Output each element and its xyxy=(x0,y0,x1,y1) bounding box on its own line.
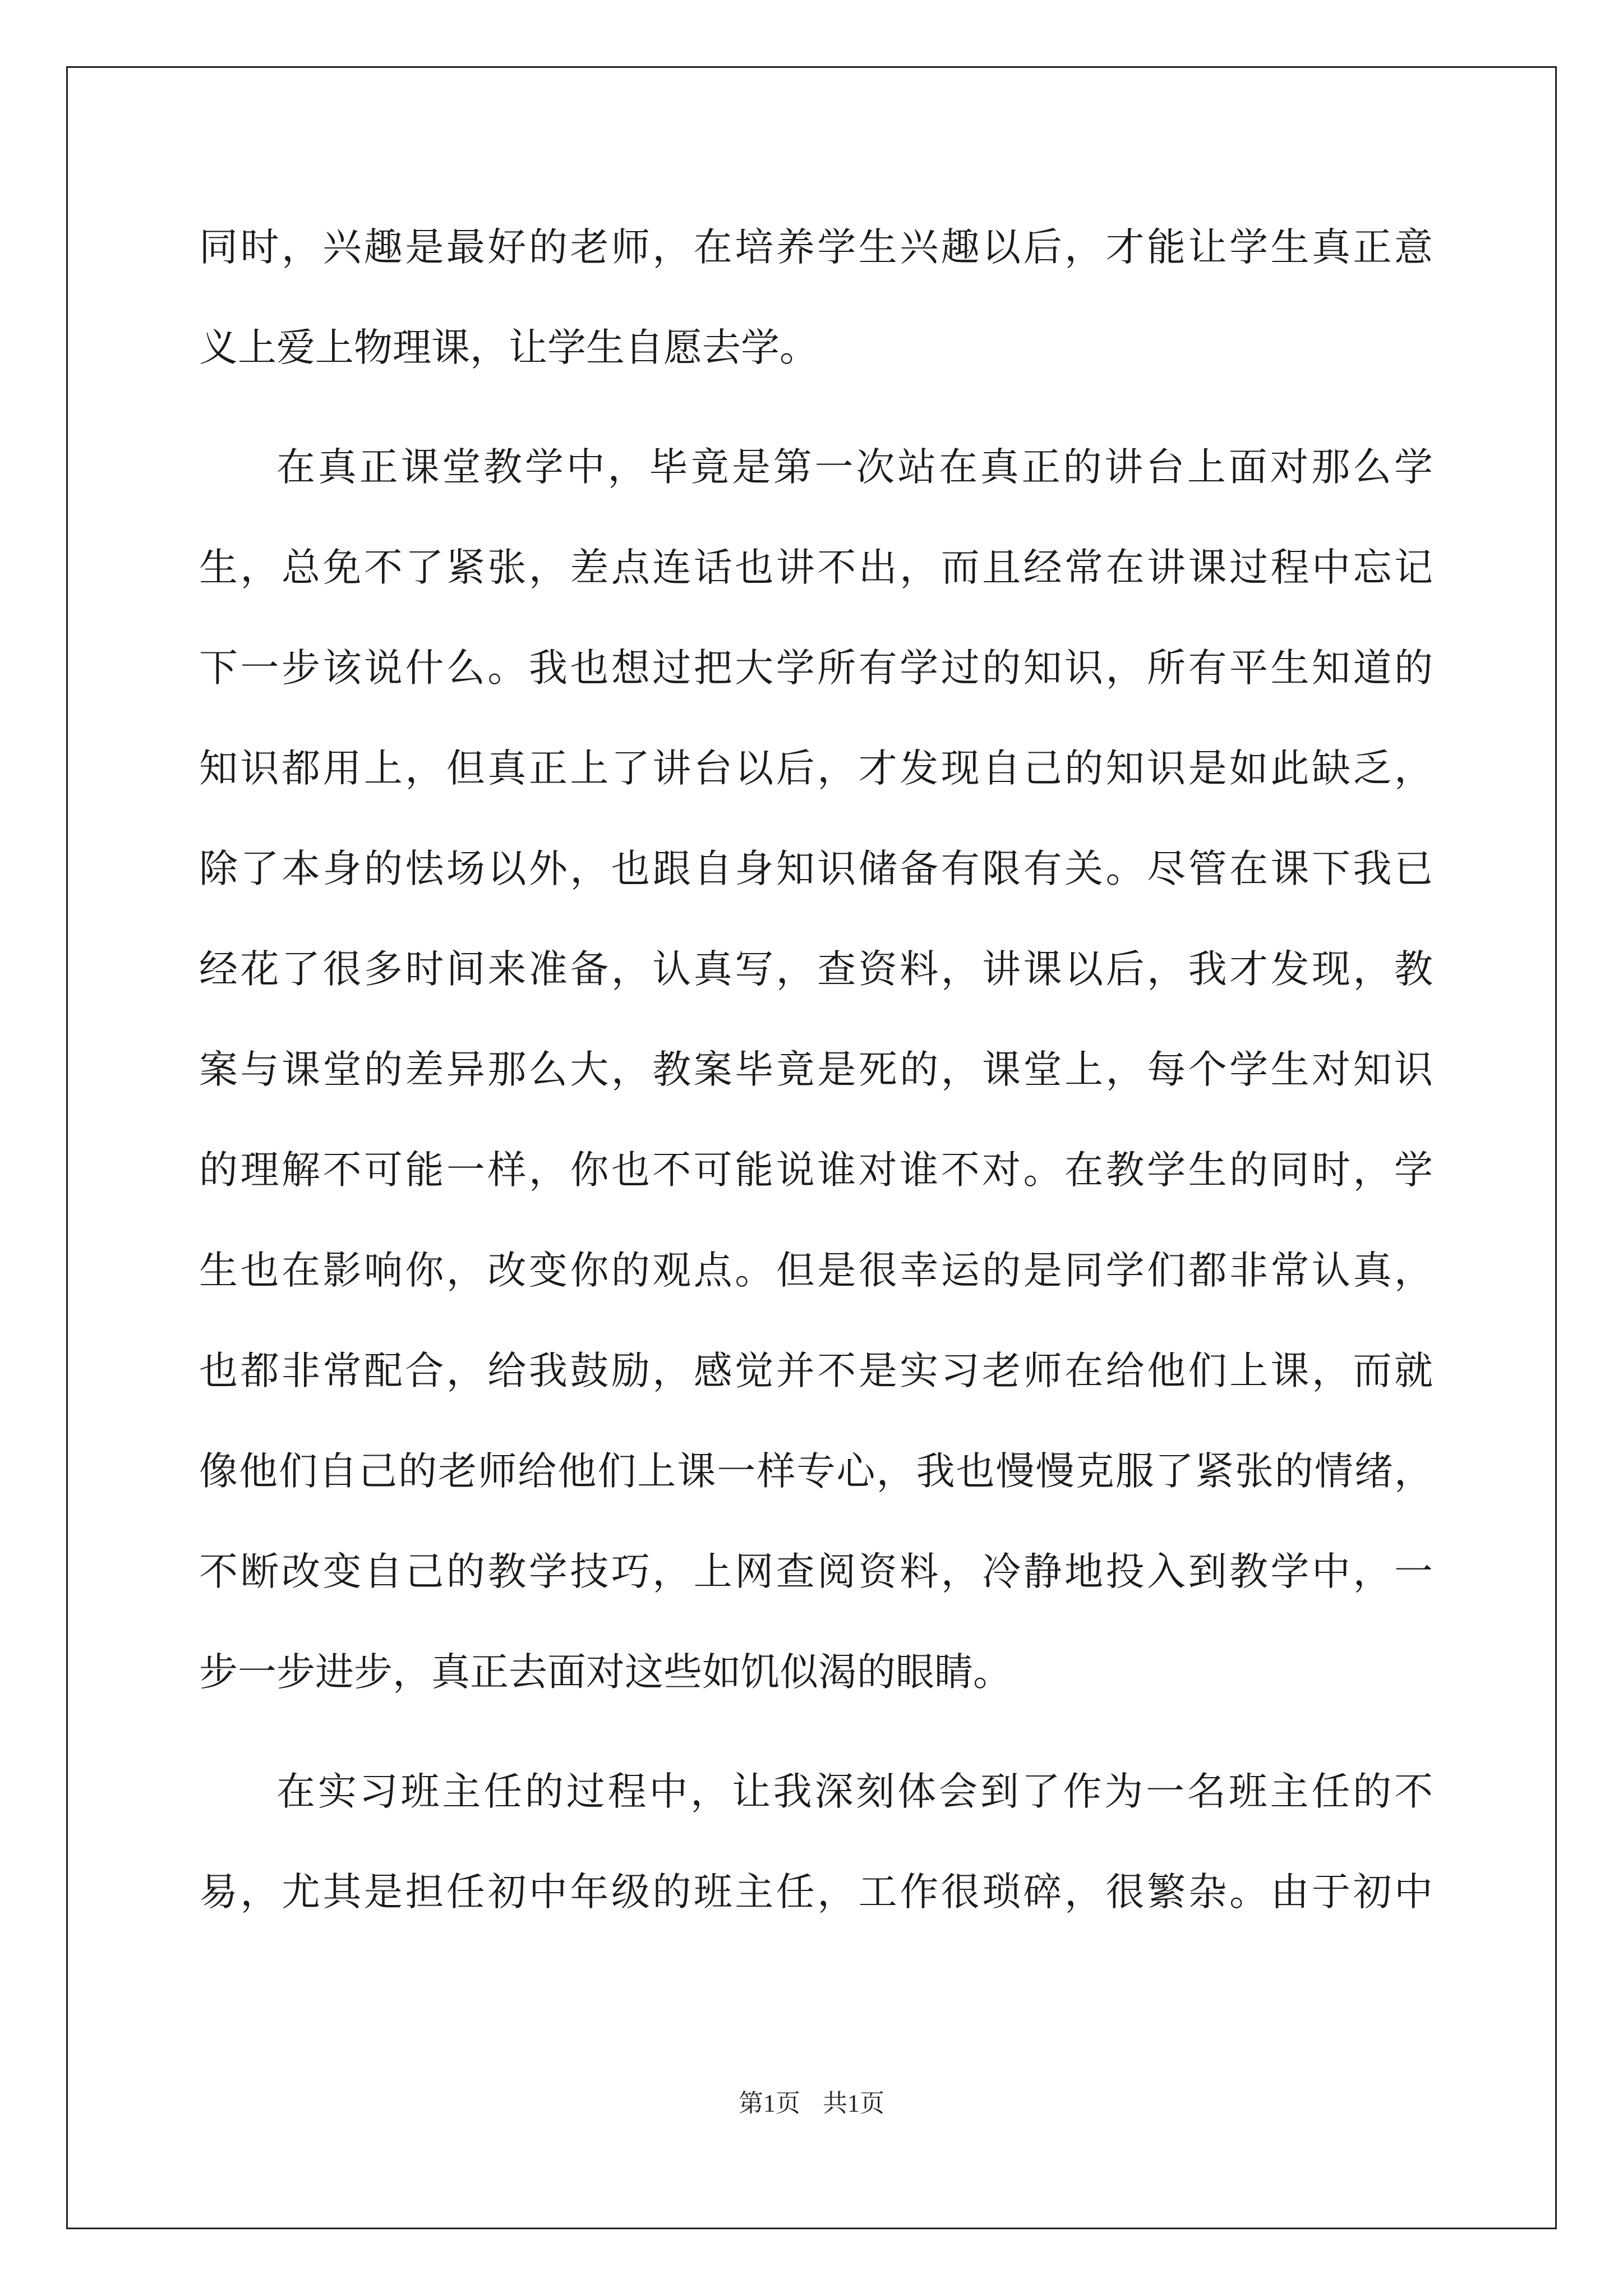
paragraph-spacer xyxy=(199,1723,1433,1742)
text-line: 的理解不可能一样，你也不可能说谁对谁不对。在教学生的同时，学 xyxy=(199,1148,1433,1193)
text-line: 在真正课堂教学中，毕竟是第一次站在真正的讲台上面对那么学 xyxy=(276,445,1433,490)
text-line: 步一步进步，真正去面对这些如饥似渴的眼睛。 xyxy=(199,1650,1012,1695)
page-footer xyxy=(0,2083,1623,2119)
paragraph-spacer xyxy=(199,398,1433,417)
text-line: 经花了很多时间来准备，认真写，查资料，讲课以后，我才发现，教 xyxy=(199,947,1433,992)
text-line: 也都非常配合，给我鼓励，感觉并不是实习老师在给他们上课，而就 xyxy=(199,1349,1433,1393)
text-line: 在实习班主任的过程中，让我深刻体会到了作为一名班主任的不 xyxy=(276,1769,1433,1814)
text-line: 易，尤其是担任初中年级的班主任，工作很琐碎，很繁杂。由于初中 xyxy=(199,1870,1433,1915)
text-line: 像他们自己的老师给他们上课一样专心，我也慢慢克服了紧张的情绪， xyxy=(199,1449,1433,1494)
text-line: 不断改变自己的教学技巧，上网查阅资料，冷静地投入到教学中，一 xyxy=(199,1549,1433,1594)
text-line: 生也在影响你，改变你的观点。但是很幸运的是同学们都非常认真， xyxy=(199,1248,1433,1293)
page-number: 第1页 xyxy=(739,2090,800,2117)
text-line: 知识都用上，但真正上了讲台以后，才发现自己的知识是如此缺乏， xyxy=(199,746,1433,791)
text-line: 义上爱上物理课，让学生自愿去学。 xyxy=(199,325,818,370)
text-line: 下一步该说什么。我也想过把大学所有学过的知识，所有平生知道的 xyxy=(199,646,1433,691)
text-line: 案与课堂的差异那么大，教案毕竟是死的，课堂上，每个学生对知识 xyxy=(199,1047,1433,1092)
page-total: 共1页 xyxy=(823,2090,884,2117)
text-line: 除了本身的怯场以外，也跟自身知识储备有限有关。尽管在课下我已 xyxy=(199,846,1433,891)
text-line: 生，总免不了紧张，差点连话也讲不出，而且经常在讲课过程中忘记 xyxy=(199,545,1433,590)
document-body xyxy=(199,197,1433,1943)
text-line: 同时，兴趣是最好的老师，在培养学生兴趣以后，才能让学生真正意 xyxy=(199,225,1433,270)
